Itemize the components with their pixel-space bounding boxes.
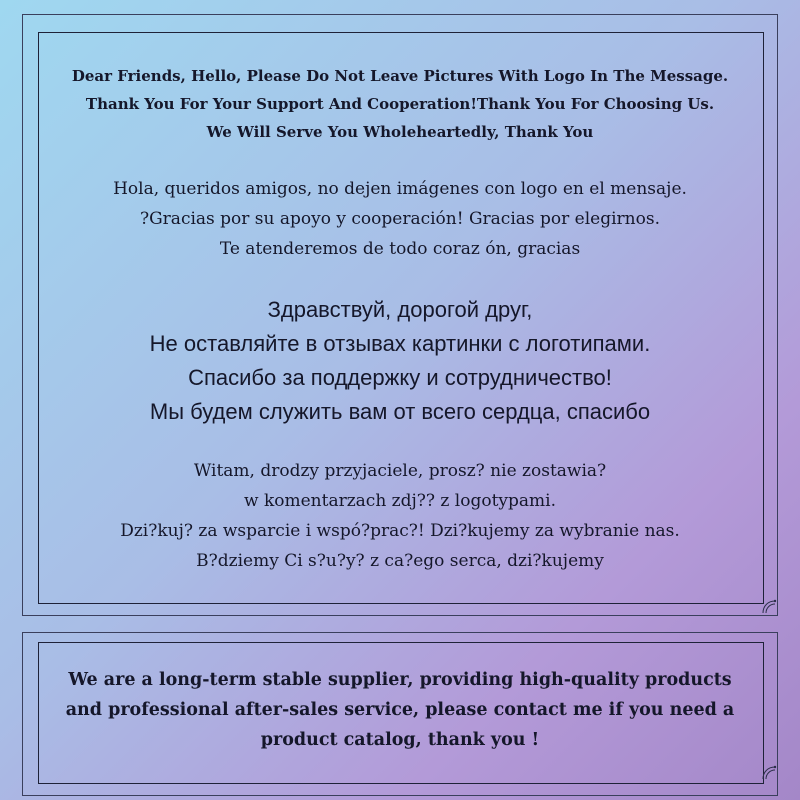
corner-ornament-icon xyxy=(760,764,778,782)
polish-line: B?dziemy Ci s?u?y? z ca?ego serca, dzi?kujemy xyxy=(196,551,604,571)
russian-line: Здравствуй, дорогой друг, xyxy=(267,297,533,322)
english-line: Dear Friends, Hello, Please Do Not Leave Pictures With Logo In The Message. xyxy=(71,67,729,85)
english-line: We Will Serve You Wholeheartedly, Thank You xyxy=(206,123,594,141)
supplier-notice xyxy=(38,665,762,755)
spanish-line: Hola, queridos amigos, no dejen imágenes con logo en el mensaje. xyxy=(113,179,687,199)
polish-line: Witam, drodzy przyjaciele, prosz? nie zostawia? xyxy=(193,461,607,481)
supplier-line: We are a long-term stable supplier, providing high-quality products xyxy=(68,670,732,690)
russian-notice xyxy=(38,293,762,429)
spanish-line: ?Gracias por su apoyo y cooperación! Gracias por elegirnos. xyxy=(139,209,660,229)
english-line: Thank You For Your Support And Cooperation!Thank You For Choosing Us. xyxy=(85,95,715,113)
russian-line: Не оставляйте в отзывах картинки с логотипами. xyxy=(149,331,651,356)
polish-line: w komentarzach zdj?? z logotypami. xyxy=(244,491,556,511)
corner-ornament-icon xyxy=(760,598,778,616)
supplier-line: and professional after-sales service, please contact me if you need a xyxy=(65,700,735,720)
english-notice xyxy=(38,62,762,146)
polish-notice xyxy=(38,456,762,576)
russian-line: Мы будем служить вам от всего сердца, спасибо xyxy=(149,399,651,424)
supplier-line: product catalog, thank you ! xyxy=(260,730,540,750)
spanish-line: Te atenderemos de todo coraz ón, gracias xyxy=(219,239,581,259)
polish-line: Dzi?kuj? za wsparcie i wspó?prac?! Dzi?kujemy za wybranie nas. xyxy=(120,521,680,541)
russian-line: Спасибо за поддержку и сотрудничество! xyxy=(188,365,612,390)
spanish-notice xyxy=(38,174,762,264)
